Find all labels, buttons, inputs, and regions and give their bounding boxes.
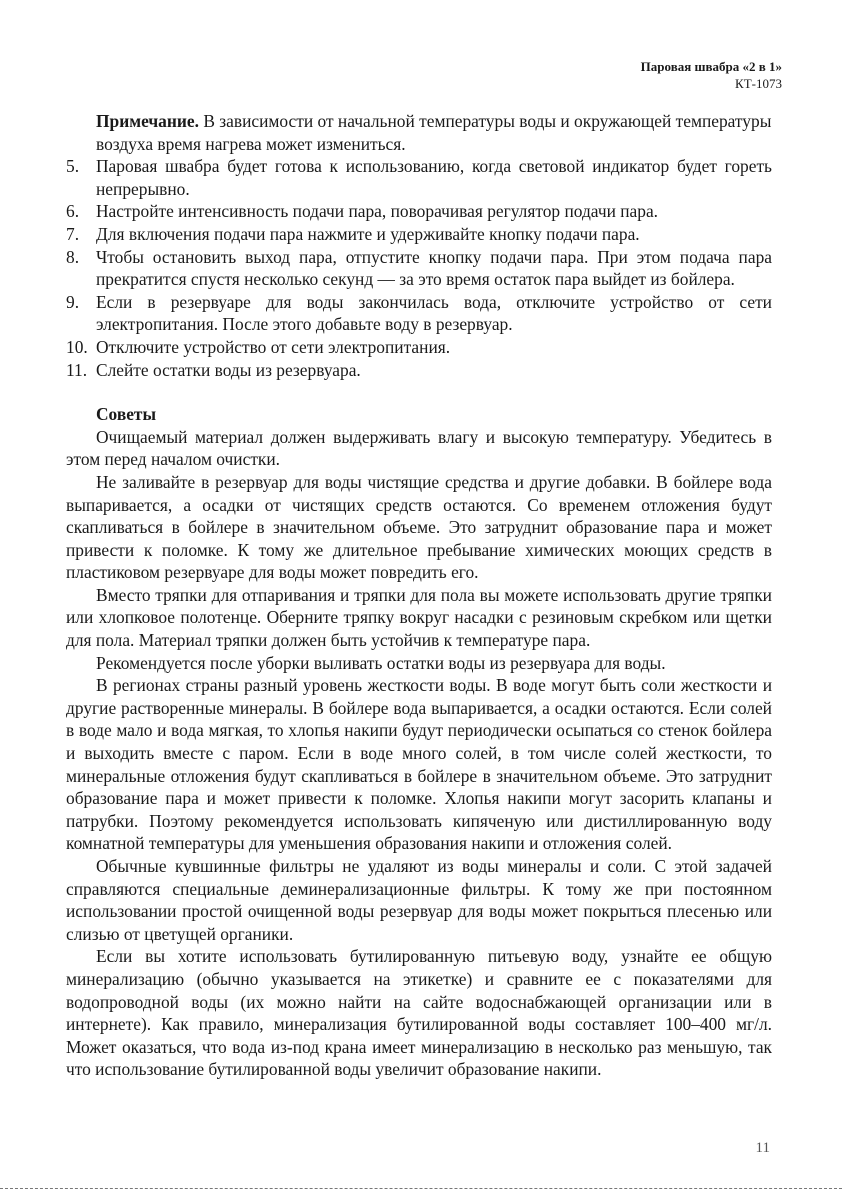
step-text: Отключите устройство от сети электропитания. xyxy=(96,336,451,357)
step-text: Если в резервуаре для воды закончилась вода, отключите устройство от сети электропитания. После этого добавьте воду в резервуар. xyxy=(96,291,772,335)
step-text: Слейте остатки воды из резервуара. xyxy=(96,359,361,380)
tips-paragraph: В регионах страны разный уровень жесткости воды. В воде могут быть соли жесткости и другие растворенные минералы. В бойлере вода выпаривается, а осадки остаются. Если солей в воде мало и вода мягкая, то хлопья накипи будут периодически осыпаться со стенок бойлера и выходить вместе с паром. Если в воде много солей, в том числе солей жесткости, то минеральные отложения будут скапливаться в бойлере в значительном объеме. Это затруднит образование пара и может привести к поломке. Хлопья накипи могут засорить клапаны и патрубки. Поэтому рекомендуется использовать кипяченую или дистиллированную воду комнатной температуры для уменьшения образования накипи и отложения солей. xyxy=(66,675,772,854)
step-number: 8. xyxy=(66,246,80,267)
step-text: Для включения подачи пара нажмите и удерживайте кнопку подачи пара. xyxy=(96,223,640,244)
product-model: КТ-1073 xyxy=(735,76,782,91)
tips-paragraph: Рекомендуется после уборки выливать остатки воды из резервуара для воды. xyxy=(96,652,666,673)
step-text: Настройте интенсивность подачи пара, поворачивая регулятор подачи пара. xyxy=(96,201,659,222)
page-header xyxy=(641,58,782,92)
list-item xyxy=(66,291,772,336)
step-number: 5. xyxy=(66,156,80,177)
note-text: В зависимости от начальной температуры воды и окружающей температуры воздуха время нагрева может измениться. xyxy=(96,111,772,154)
tips-paragraph: Вместо тряпки для отпаривания и тряпки для пола вы можете использовать другие тряпки или хлопковое полотенце. Оберните тряпку вокруг насадки с резиновым скребком или щетки для пола. Материал тряпки должен быть устойчив к температуре пара. xyxy=(66,584,772,651)
footer-divider xyxy=(0,1188,842,1189)
step-number: 9. xyxy=(66,291,80,312)
tips-paragraph: Если вы хотите использовать бутилированную питьевую воду, узнайте ее общую минерализацию (обычно указывается на этикетке) и сравните ее с показателями для водопроводной воды (их можно найти на сайте водоснабжающей организации или в интернете). Как правило, минерализация бутилированной воды составляет 100–400 мг/л. Может оказаться, что вода из-под крана имеет минерализацию в несколько раз меньшую, так что использование бутилированной воды увеличит образование накипи. xyxy=(66,946,772,1080)
product-title: Паровая швабра «2 в 1» xyxy=(640,59,782,74)
tips-heading: Советы xyxy=(96,404,157,425)
note-label: Примечание. xyxy=(96,111,199,131)
list-item xyxy=(66,200,772,223)
list-item xyxy=(66,359,772,382)
page-number: 11 xyxy=(755,1140,770,1156)
steps-list xyxy=(66,155,772,381)
step-number: 10. xyxy=(66,336,88,357)
list-item xyxy=(66,246,772,291)
list-item xyxy=(66,155,772,200)
note-paragraph xyxy=(66,110,772,155)
page-content xyxy=(66,110,772,1081)
tips-paragraph: Не заливайте в резервуар для воды чистящие средства и другие добавки. В бойлере вода выпаривается, а осадки от чистящих средств остаются. Со временем отложения будут скапливаться в бойлере в значительном объеме. Это затруднит образование пара и может привести к поломке. К тому же длительное пребывание химических моющих средств в пластиковом резервуаре для воды может повредить его. xyxy=(66,471,772,583)
step-text: Чтобы остановить выход пара, отпустите кнопку подачи пара. При этом подача пара прекратится спустя несколько секунд — за это время остаток пара выйдет из бойлера. xyxy=(96,246,772,290)
step-number: 6. xyxy=(66,201,80,222)
tips-paragraph: Обычные кувшинные фильтры не удаляют из воды минералы и соли. С этой задачей справляются специальные деминерализационные фильтры. К тому же при постоянном использовании простой очищенной воды резервуар для воды может покрыться плесенью или слизью от цветущей органики. xyxy=(66,856,772,944)
step-number: 11. xyxy=(66,359,88,380)
step-text: Паровая швабра будет готова к использованию, когда световой индикатор будет гореть непрерывно. xyxy=(96,156,772,199)
tips-paragraph: Очищаемый материал должен выдерживать влагу и высокую температуру. Убедитесь в этом перед началом очистки. xyxy=(66,426,772,470)
step-number: 7. xyxy=(66,223,80,244)
list-item xyxy=(66,223,772,246)
list-item xyxy=(66,336,772,359)
